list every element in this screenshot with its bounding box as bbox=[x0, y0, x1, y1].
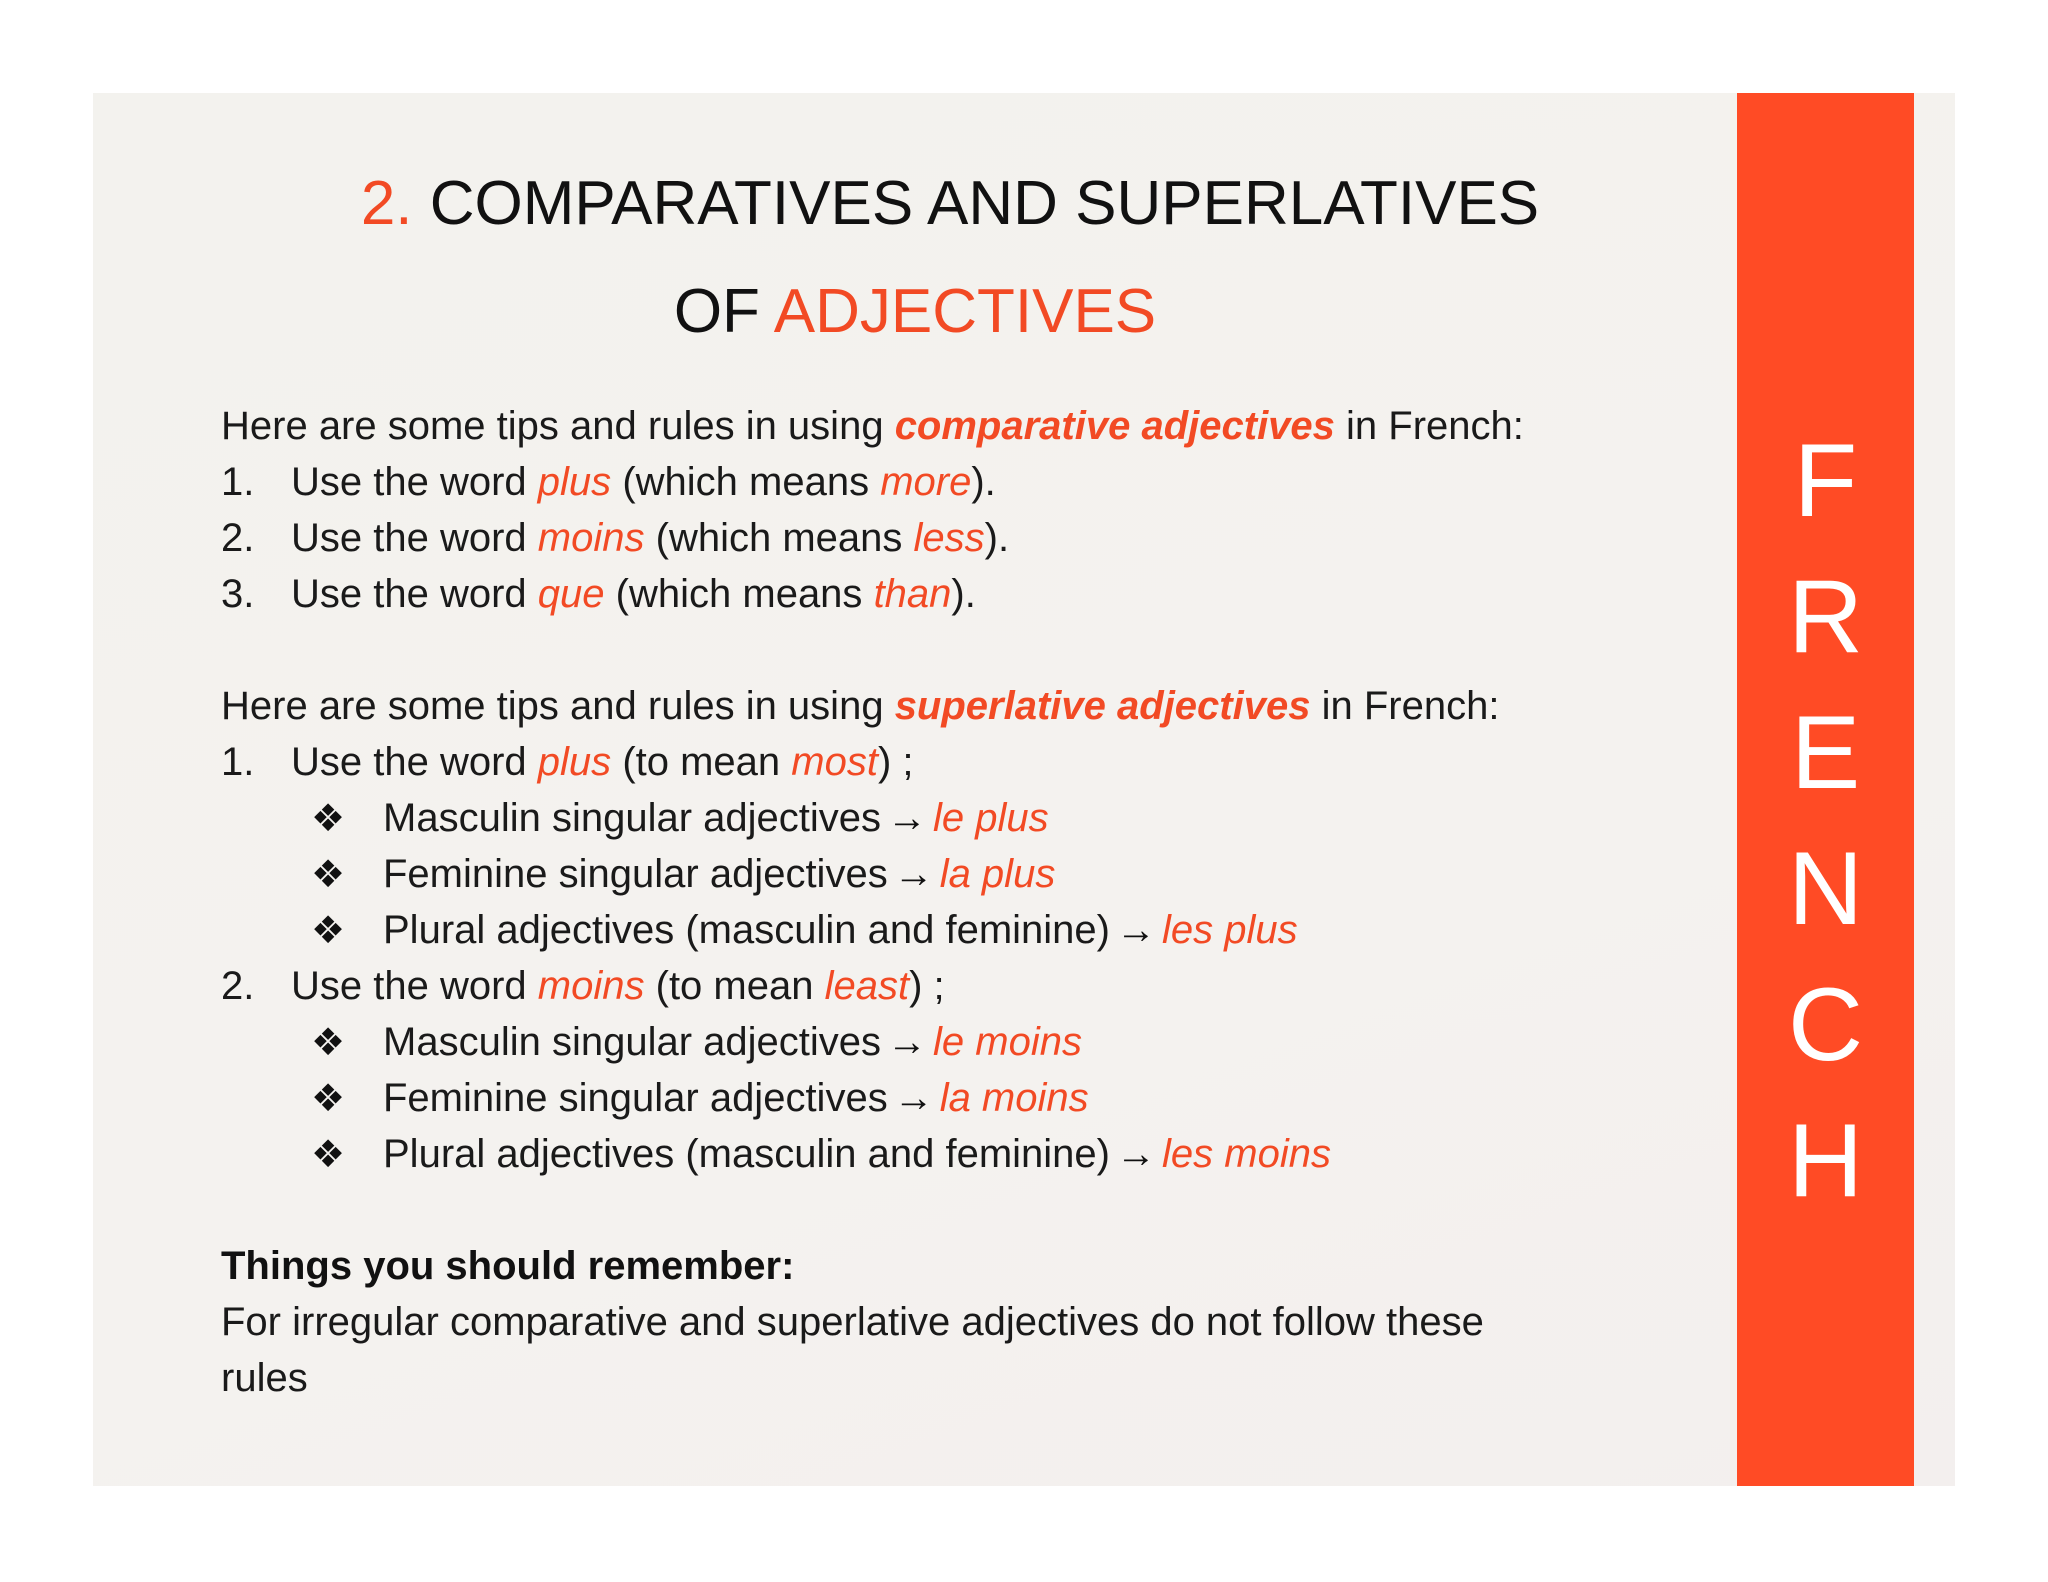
remember-line: For irregular comparative and superlative adjectives do not follow these bbox=[221, 1300, 1484, 1344]
bullet-label: Masculin singular adjectives bbox=[383, 796, 882, 840]
spacer bbox=[221, 1182, 1641, 1238]
list-item bbox=[221, 734, 1641, 790]
bullet-item bbox=[221, 1070, 1641, 1126]
bullet-item bbox=[221, 1126, 1641, 1182]
arrow-right-icon: → bbox=[893, 1076, 934, 1120]
item-end: ). bbox=[984, 516, 1010, 560]
bullet-result: la plus bbox=[939, 852, 1056, 896]
title-line-2-accent: ADJECTIVES bbox=[773, 277, 1157, 346]
intro-text: Here are some tips and rules in using bbox=[221, 404, 884, 448]
item-mid: (to mean bbox=[622, 740, 781, 784]
diamond-bullet-icon: ❖ bbox=[311, 854, 346, 896]
side-band-letters bbox=[1737, 413, 1914, 1229]
item-number: 2. bbox=[221, 964, 255, 1008]
remember-heading: Things you should remember: bbox=[221, 1244, 795, 1288]
bullet-item bbox=[221, 1014, 1641, 1070]
title-line-2 bbox=[93, 258, 1737, 366]
item-word: plus bbox=[537, 740, 612, 784]
item-mid: (which means bbox=[622, 460, 870, 504]
side-letter: F bbox=[1793, 423, 1858, 539]
title-line-2-prefix: OF bbox=[673, 277, 760, 346]
diamond-bullet-icon: ❖ bbox=[311, 910, 346, 952]
diamond-bullet-icon: ❖ bbox=[311, 1078, 346, 1120]
side-band bbox=[1737, 93, 1914, 1486]
title-line-1-text: COMPARATIVES AND SUPERLATIVES bbox=[429, 169, 1540, 238]
arrow-right-icon: → bbox=[1116, 908, 1156, 952]
bullet-label: Plural adjectives (masculin and feminine) bbox=[383, 908, 1110, 952]
list-item bbox=[221, 566, 1641, 622]
item-prefix: Use the word bbox=[291, 964, 527, 1008]
item-word: moins bbox=[537, 516, 645, 560]
bullet-result: les moins bbox=[1162, 1132, 1331, 1176]
slide-content bbox=[221, 398, 1641, 1406]
intro-text: Here are some tips and rules in using bbox=[221, 684, 884, 728]
item-number: 1. bbox=[221, 460, 255, 504]
list-item bbox=[221, 958, 1641, 1014]
title-line-1 bbox=[93, 150, 1737, 258]
bullet-label: Feminine singular adjectives bbox=[383, 852, 888, 896]
item-end: ) ; bbox=[909, 964, 945, 1008]
page-title bbox=[93, 150, 1737, 366]
bullet-label: Masculin singular adjectives bbox=[383, 1020, 882, 1064]
item-number: 2. bbox=[221, 516, 255, 560]
item-mid: (which means bbox=[655, 516, 903, 560]
bullet-result: le plus bbox=[933, 796, 1049, 840]
item-word: plus bbox=[537, 460, 612, 504]
item-prefix: Use the word bbox=[291, 460, 527, 504]
item-mid: (which means bbox=[615, 572, 863, 616]
side-letter: N bbox=[1787, 831, 1864, 947]
intro-suffix: in French: bbox=[1321, 684, 1500, 728]
item-prefix: Use the word bbox=[291, 572, 527, 616]
item-word: moins bbox=[537, 964, 645, 1008]
item-prefix: Use the word bbox=[291, 740, 527, 784]
side-letter: H bbox=[1787, 1103, 1864, 1219]
comparative-intro bbox=[221, 398, 1641, 454]
bullet-label: Plural adjectives (masculin and feminine) bbox=[383, 1132, 1110, 1176]
item-prefix: Use the word bbox=[291, 516, 527, 560]
intro-suffix: in French: bbox=[1346, 404, 1524, 448]
item-number: 3. bbox=[221, 572, 255, 616]
diamond-bullet-icon: ❖ bbox=[311, 1134, 346, 1176]
arrow-right-icon: → bbox=[1116, 1132, 1156, 1176]
comparative-term: comparative adjectives bbox=[894, 404, 1335, 448]
spacer bbox=[221, 622, 1641, 678]
side-letter: R bbox=[1787, 559, 1864, 675]
item-end: ). bbox=[971, 460, 996, 504]
arrow-right-icon: → bbox=[887, 796, 928, 840]
title-number: 2. bbox=[360, 169, 413, 238]
item-meaning: more bbox=[880, 460, 972, 504]
item-meaning: least bbox=[824, 964, 910, 1008]
item-meaning: most bbox=[791, 740, 878, 784]
superlative-term: superlative adjectives bbox=[894, 684, 1311, 728]
item-end: ) ; bbox=[877, 740, 914, 784]
arrow-right-icon: → bbox=[887, 1020, 928, 1064]
item-number: 1. bbox=[221, 740, 255, 784]
bullet-result: les plus bbox=[1162, 908, 1298, 952]
item-word: que bbox=[537, 572, 605, 616]
bullet-result: le moins bbox=[933, 1020, 1082, 1064]
bullet-label: Feminine singular adjectives bbox=[383, 1076, 888, 1120]
bullet-item bbox=[221, 790, 1641, 846]
diamond-bullet-icon: ❖ bbox=[311, 798, 346, 840]
bullet-item bbox=[221, 846, 1641, 902]
item-meaning: than bbox=[873, 572, 952, 616]
list-item bbox=[221, 510, 1641, 566]
remember-line: rules bbox=[221, 1356, 308, 1400]
list-item bbox=[221, 454, 1641, 510]
diamond-bullet-icon: ❖ bbox=[311, 1022, 346, 1064]
item-mid: (to mean bbox=[655, 964, 814, 1008]
bullet-item bbox=[221, 902, 1641, 958]
arrow-right-icon: → bbox=[893, 852, 934, 896]
side-letter: C bbox=[1787, 967, 1864, 1083]
item-meaning: less bbox=[913, 516, 985, 560]
item-end: ). bbox=[951, 572, 976, 616]
side-letter: E bbox=[1790, 695, 1861, 811]
bullet-result: la moins bbox=[939, 1076, 1089, 1120]
superlative-intro bbox=[221, 678, 1641, 734]
